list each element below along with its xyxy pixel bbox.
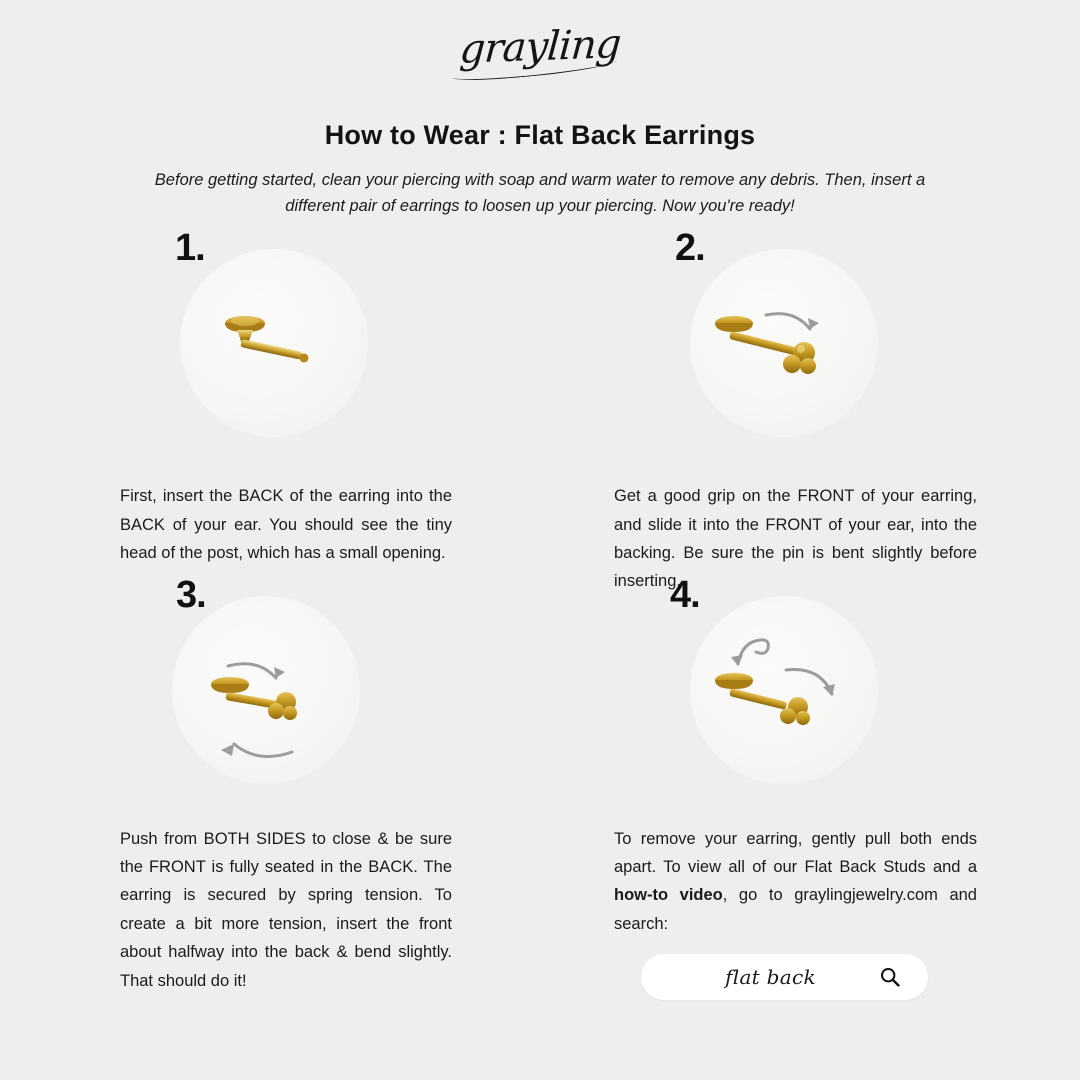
step-3	[0, 573, 540, 1001]
step-1-number: 1.	[175, 227, 205, 270]
step-4-text-part-1: To remove your earring, gently pull both ends apart. To view all of our Flat Back Studs and a	[614, 829, 977, 876]
step-4-text-bold: how-to video	[614, 886, 723, 905]
brand-wordmark-icon: grayling	[458, 21, 622, 73]
intro-paragraph: Before getting started, clean your piercing with soap and warm water to remove any debris. Then, insert a different pair of earrings to loosen up your piercing. Now you're ready!	[154, 171, 926, 216]
brand-header	[0, 0, 1080, 90]
step-4-text-part-3: , go to graylingjewelry.com and search:	[614, 886, 977, 933]
step-3-text: Push from BOTH SIDES to close & be sure the FRONT is fully seated in the BACK. The earring is secured by spring tension. To create a bit more tension, insert the front about halfway into the back & bend slightly. That should do it!	[120, 829, 452, 990]
step-4-text	[614, 825, 977, 939]
step-2	[540, 227, 1080, 596]
step-4-number: 4.	[670, 573, 700, 616]
step-2-number: 2.	[675, 227, 705, 270]
step-1	[0, 227, 540, 596]
step-3-media	[0, 573, 540, 801]
step-4	[540, 573, 1080, 1001]
flat-back-earring-insert-front-icon	[708, 301, 868, 411]
flat-back-earring-push-both-sides-icon	[200, 648, 360, 768]
step-2-text: Get a good grip on the FRONT of your earring, and slide it into the FRONT of your ear, into the backing. Be sure the pin is bent slightly before inserting.	[614, 487, 977, 591]
flat-back-earring-pull-apart-icon	[700, 624, 880, 764]
step-3-number: 3.	[176, 573, 206, 616]
step-1-media	[0, 227, 540, 454]
flat-back-earring-post-icon	[215, 301, 345, 391]
steps-grid	[0, 227, 1080, 1000]
search-input-value: flat back	[725, 965, 816, 990]
step-4-media	[540, 573, 1080, 801]
search-input[interactable]	[641, 954, 928, 1000]
step-2-media	[540, 227, 1080, 454]
search-icon[interactable]	[880, 967, 900, 987]
page-title: How to Wear : Flat Back Earrings	[324, 120, 756, 150]
step-1-text: First, insert the BACK of the earring into the BACK of your ear. You should see the tiny head of the post, which has a small opening.	[120, 487, 452, 562]
